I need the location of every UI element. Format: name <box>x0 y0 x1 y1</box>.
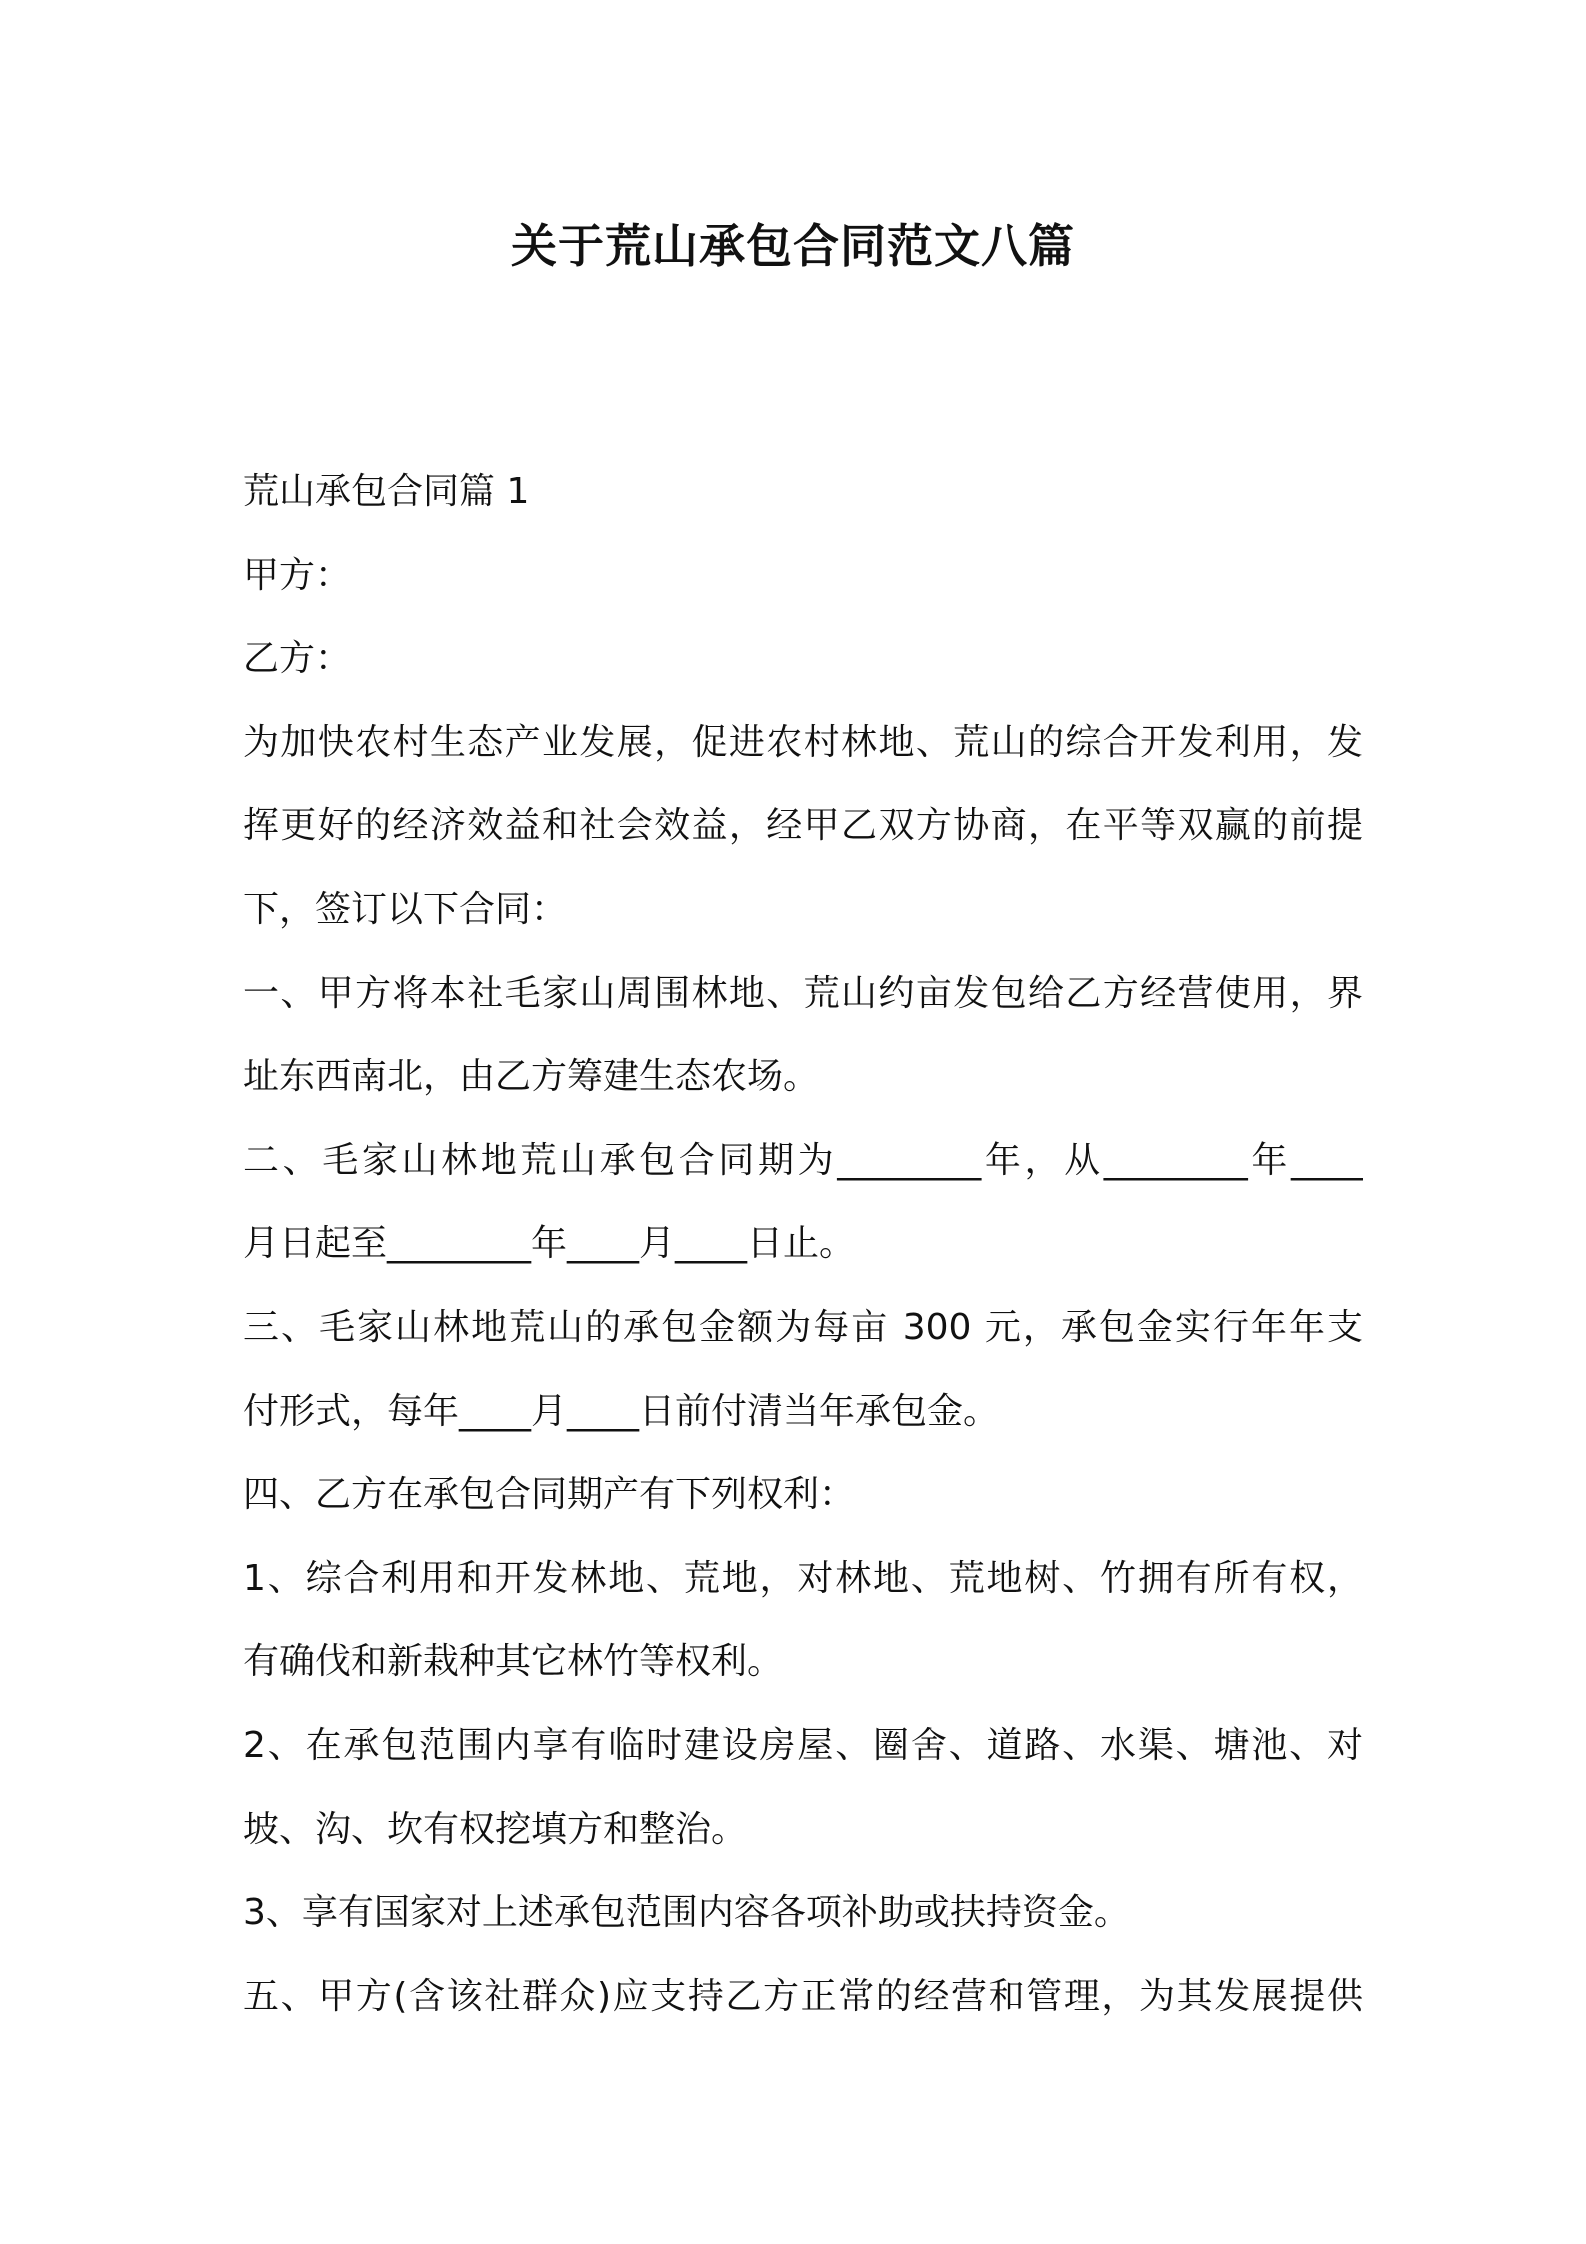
document-body <box>243 450 1363 2038</box>
paragraph-line: 五、甲方(含该社群众)应支持乙方正常的经营和管理，为其发展提供 <box>243 1975 1363 2017</box>
paragraph-line: 3、享有国家对上述承包范围内容各项补助或扶持资金。 <box>243 1892 1130 1934</box>
paragraph-line: 二、毛家山林地荒山承包合同期为________年，从________年____ <box>243 1139 1363 1181</box>
paragraph-line: 付形式，每年____月____日前付清当年承包金。 <box>243 1390 1000 1432</box>
paragraph-line: 1、综合利用和开发林地、荒地，对林地、荒地树、竹拥有所有权， <box>243 1557 1363 1599</box>
paragraph-line: 挥更好的经济效益和社会效益，经甲乙双方协商，在平等双赢的前提 <box>243 805 1363 847</box>
paragraph-line: 一、甲方将本社毛家山周围林地、荒山约亩发包给乙方经营使用，界 <box>243 972 1363 1014</box>
paragraph-line: 址东西南北，由乙方筹建生态农场。 <box>243 1056 820 1098</box>
paragraph-line: 乙方： <box>243 638 352 680</box>
document-title: 关于荒山承包合同范文八篇 <box>511 219 1075 273</box>
paragraph-line: 四、乙方在承包合同期产有下列权利： <box>243 1474 856 1516</box>
paragraph-line: 坡、沟、坎有权挖填方和整治。 <box>243 1808 748 1850</box>
paragraph-line: 为加快农村生态产业发展，促进农村林地、荒山的综合开发利用，发 <box>243 721 1363 763</box>
paragraph-line: 2、在承包范围内享有临时建设房屋、圈舍、道路、水渠、塘池、对 <box>243 1724 1363 1766</box>
paragraph-line: 月日起至________年____月____日止。 <box>243 1223 856 1265</box>
paragraph-line: 下，签订以下合同： <box>243 888 568 930</box>
paragraph-line: 有确伐和新栽种其它林竹等权利。 <box>243 1641 784 1683</box>
section-heading: 荒山承包合同篇 1 <box>243 471 530 512</box>
paragraph-line: 三、毛家山林地荒山的承包金额为每亩 300 元，承包金实行年年支 <box>243 1306 1363 1348</box>
paragraph-line: 甲方： <box>243 554 352 596</box>
